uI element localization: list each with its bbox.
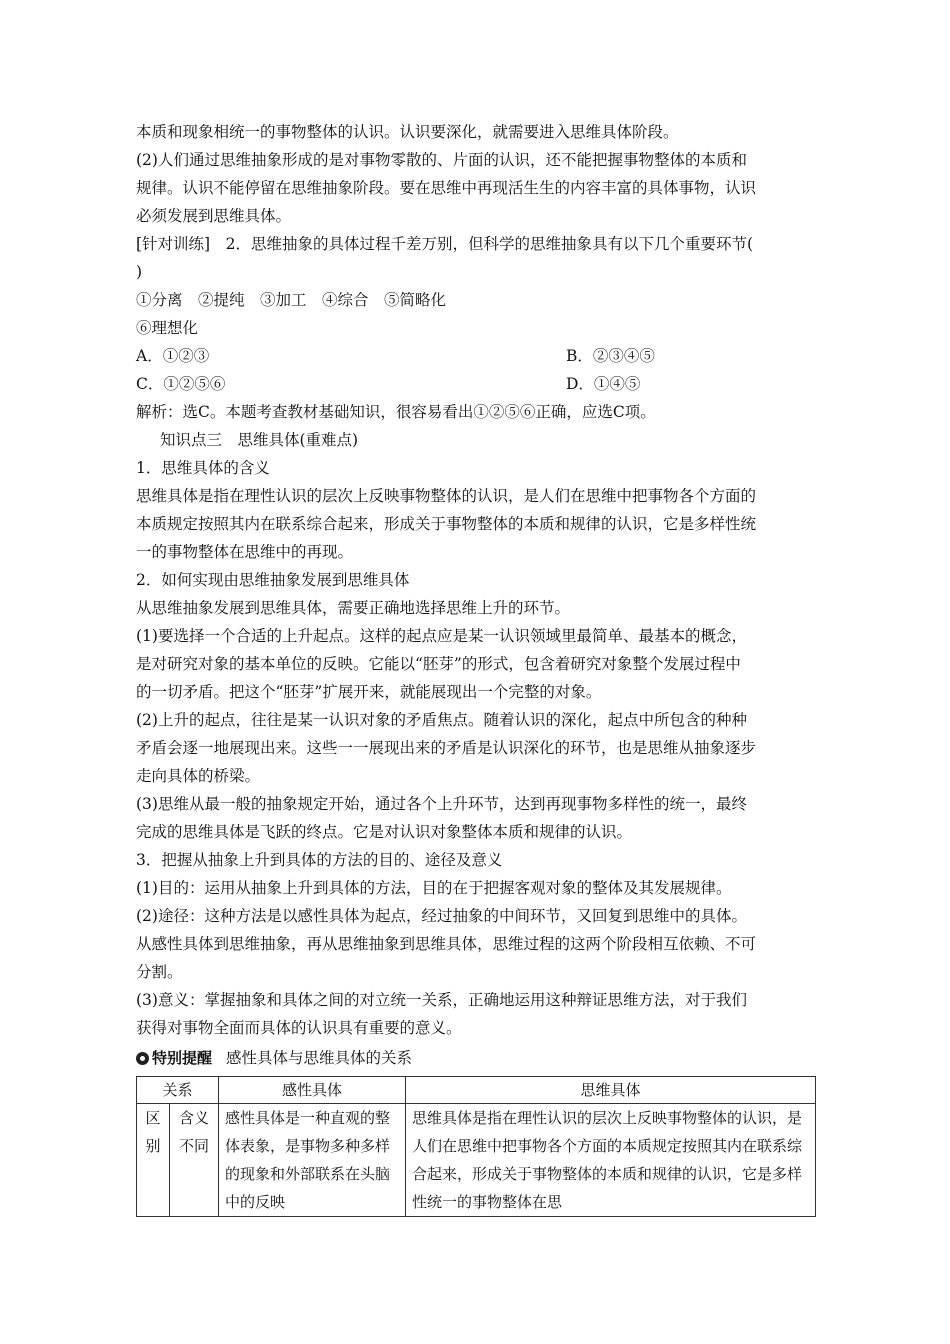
text-line: (3)意义：掌握抽象和具体之间的对立统一关系，正确地运用这种辩证思维方法，对于我们 [136,991,747,1009]
header-relation: 关系 [137,1077,219,1104]
text-line: 1．思维具体的含义 [136,459,270,477]
tip-heading [136,1044,816,1072]
table-header-row [137,1077,816,1104]
text-line: 一的事物整体在思维中的再现。 [136,543,354,561]
text-line: (2)上升的起点，往往是某一认识对象的矛盾焦点。随着认识的深化，起点中所包含的种种 [136,711,747,729]
tip-badge [136,1044,212,1072]
text-line: 矛盾会逐一地展现出来。这些一一展现出来的矛盾是认识深化的环节，也是思维从抽象逐步 [136,739,757,757]
exercise-question: [针对训练] 2．思维抽象的具体过程千差万别，但科学的思维抽象具有以下几个重要环节( [136,235,754,253]
row-group-label: 区 别 [137,1104,170,1217]
text-line: 本质规定按照其内在联系综合起来，形成关于事物整体的本质和规律的认识，它是多样性统 [136,515,757,533]
text-line: (2)人们通过思维抽象形成的是对事物零散的、片面的认识，还不能把握事物整体的本质和 [136,151,747,169]
option-b: B．②③④⑤ [566,347,655,365]
document-page [136,118,816,1217]
exercise-analysis: 解析：选C。本题考查教材基础知识，很容易看出①②⑤⑥正确，应选C项。 [136,403,656,421]
text-line: (2)途径：这种方法是以感性具体为起点，经过抽象的中间环节，又回复到思维中的具体。 [136,907,747,925]
text-line: 从思维抽象发展到思维具体，需要正确地选择思维上升的环节。 [136,599,571,617]
text-line: 本质和现象相统一的事物整体的认识。认识要深化，就需要进入思维具体阶段。 [136,123,679,141]
exercise-items: ⑥理想化 [136,319,199,337]
option-d: D．①④⑤ [566,375,641,393]
text-line: 是对研究对象的基本单位的反映。它能以“胚芽”的形式，包含着研究对象整个发展过程中 [136,655,741,673]
cell-thinking: 思维具体是指在理性认识的层次上反映事物整体的认识，是人们在思维中把事物各个方面的本质规定按照其内在联系综合起来，形成关于事物整体的本质和规律的认识，它是多样性统一的事物整体在思 [406,1104,816,1217]
text-line: 分割。 [136,963,183,981]
cell-sensory: 感性具体是一种直观的整体表象，是事物多种多样的现象和外部联系在头脑中的反映 [219,1104,406,1217]
header-sensory: 感性具体 [219,1077,406,1104]
option-c: C．①②⑤⑥ [136,375,226,393]
text-line: 规律。认识不能停留在思维抽象阶段。要在思维中再现活生生的内容丰富的具体事物，认识 [136,179,757,197]
options-row [136,342,816,370]
tip-badge-label: 特别提醒 [152,1049,213,1067]
text-line: 思维具体是指在理性认识的层次上反映事物整体的认识，是人们在思维中把事物各个方面的 [136,487,757,505]
text-line: 必须发展到思维具体。 [136,207,292,225]
text-line: 获得对事物全面而具体的认识具有重要的意义。 [136,1019,462,1037]
text-line: 从感性具体到思维抽象，再从思维抽象到思维具体，思维过程的这两个阶段相互依赖、不可 [136,935,757,953]
exercise-items: ①分离 ②提纯 ③加工 ④综合 ⑤简略化 [136,291,447,309]
section-title: 知识点三 思维具体(重难点) [160,431,359,449]
text-line: 2．如何实现由思维抽象发展到思维具体 [136,571,410,589]
bullet-icon [136,1052,149,1065]
table-row [137,1104,816,1217]
row-label: 含义 不同 [170,1104,219,1217]
options-row [136,370,816,398]
comparison-table [136,1076,816,1217]
text-line: 3．把握从抽象上升到具体的方法的目的、途径及意义 [136,851,503,869]
text-line: 走向具体的桥梁。 [136,767,261,785]
tip-title: 感性具体与思维具体的关系 [226,1049,413,1067]
text-line: 完成的思维具体是飞跃的终点。它是对认识对象整体本质和规律的认识。 [136,823,633,841]
text-line: (1)目的：运用从抽象上升到具体的方法，目的在于把握客观对象的整体及其发展规律。 [136,879,732,897]
option-a: A．①②③ [136,347,210,365]
exercise-question-end: ) [136,263,143,281]
text-line: (3)思维从最一般的抽象规定开始，通过各个上升环节，达到再现事物多样性的统一，最终 [136,795,747,813]
header-thinking: 思维具体 [406,1077,816,1104]
text-line: (1)要选择一个合适的上升起点。这样的起点应是某一认识领域里最简单、最基本的概念， [136,627,747,645]
text-line: 的一切矛盾。把这个“胚芽”扩展开来，就能展现出一个完整的对象。 [136,683,602,701]
